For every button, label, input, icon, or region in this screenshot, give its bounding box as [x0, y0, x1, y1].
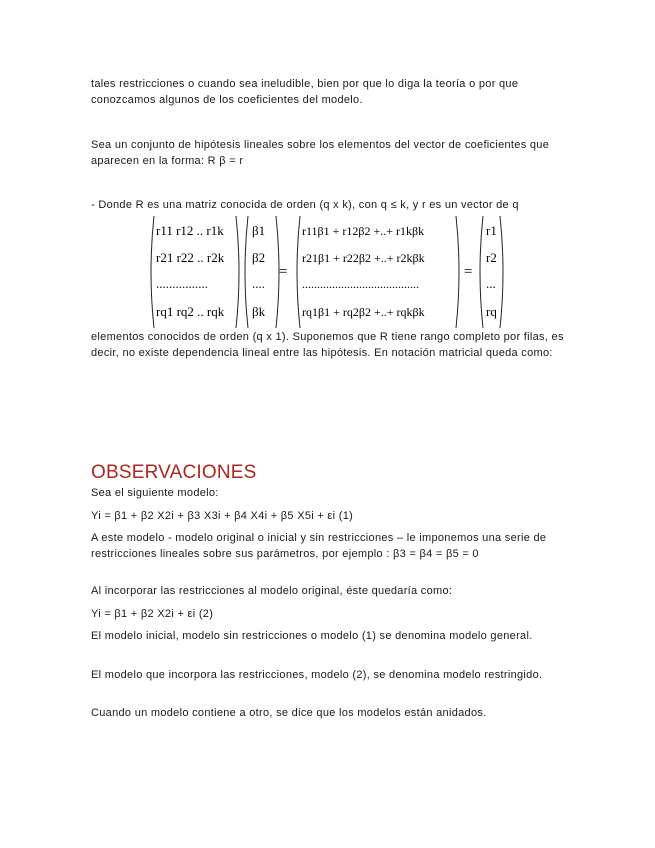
paragraph-restricted-model: El modelo que incorpora las restricciones, modelo (2), se denomina modelo restringido.	[91, 669, 543, 681]
beta-2: β2	[252, 250, 266, 265]
line-model-intro: Sea el siguiente modelo:	[91, 487, 219, 499]
product-row-4: rq1β1 + rq2β2 +..+ rqkβk	[302, 305, 425, 319]
paragraph-restrictions: A este modelo - modelo original o inicial y sin restricciones – le imponemos una serie de restricciones lineales sobre sus parámetros, por ejemplo : β3 = β4 = β5 = 0	[91, 532, 547, 560]
equals-sign-2: =	[464, 264, 473, 280]
r-2: r2	[486, 250, 497, 265]
product-row-2: r21β1 + r22β2 +..+ r2kβk	[302, 251, 425, 265]
paragraph-general-model: El modelo inicial, modelo sin restricciones o modelo (1) se denomina modelo general.	[91, 630, 533, 642]
R-row-2: r21 r22 .. r2k	[156, 250, 225, 265]
r-3: ...	[486, 276, 496, 291]
beta-3: ....	[252, 276, 265, 291]
R-row-1: r11 r12 .. r1k	[156, 223, 224, 238]
paragraph-nested: Cuando un modelo contiene a otro, se dice que los modelos están anidados.	[91, 707, 487, 719]
matrix-equation	[148, 212, 518, 332]
beta-1: β1	[252, 223, 266, 238]
beta-k: βk	[252, 304, 266, 319]
R-row-4: rq1 rq2 .. rqk	[156, 304, 225, 319]
equals-sign-1: =	[279, 264, 288, 280]
r-1: r1	[486, 223, 497, 238]
equation-model-1: Yi = β1 + β2 X2i + β3 X3i + β4 X4i + β5 X5i + εi (1)	[91, 510, 354, 522]
R-row-3: ................	[156, 276, 208, 291]
paragraph-incorporate: Al incorporar las restricciones al modelo original, éste quedaría como:	[91, 585, 453, 597]
r-q: rq	[486, 304, 497, 319]
paragraph-definition-R: - Donde R es una matriz conocida de orden (q x k), con q ≤ k, y r es un vector de q	[91, 199, 519, 211]
product-row-3: .......................................	[302, 277, 419, 291]
section-title: OBSERVACIONES	[91, 462, 257, 483]
equation-model-2: Yi = β1 + β2 X2i + εi (2)	[91, 608, 214, 620]
paragraph-intro: tales restricciones o cuando sea ineludible, bien por que lo diga la teoría o por que conozcamos algunos de los coeficientes del modelo.	[91, 78, 519, 106]
paragraph-hypotheses: Sea un conjunto de hipótesis lineales sobre los elementos del vector de coeficientes que aparecen en la forma: R β = r	[91, 139, 550, 167]
product-row-1: r11β1 + r12β2 +..+ r1kβk	[302, 224, 425, 238]
paragraph-rank: elementos conocidos de orden (q x 1). Suponemos que R tiene rango completo por filas, es decir, no existe dependencia lineal entre las hipótesis. En notación matricial queda como:	[91, 331, 564, 359]
